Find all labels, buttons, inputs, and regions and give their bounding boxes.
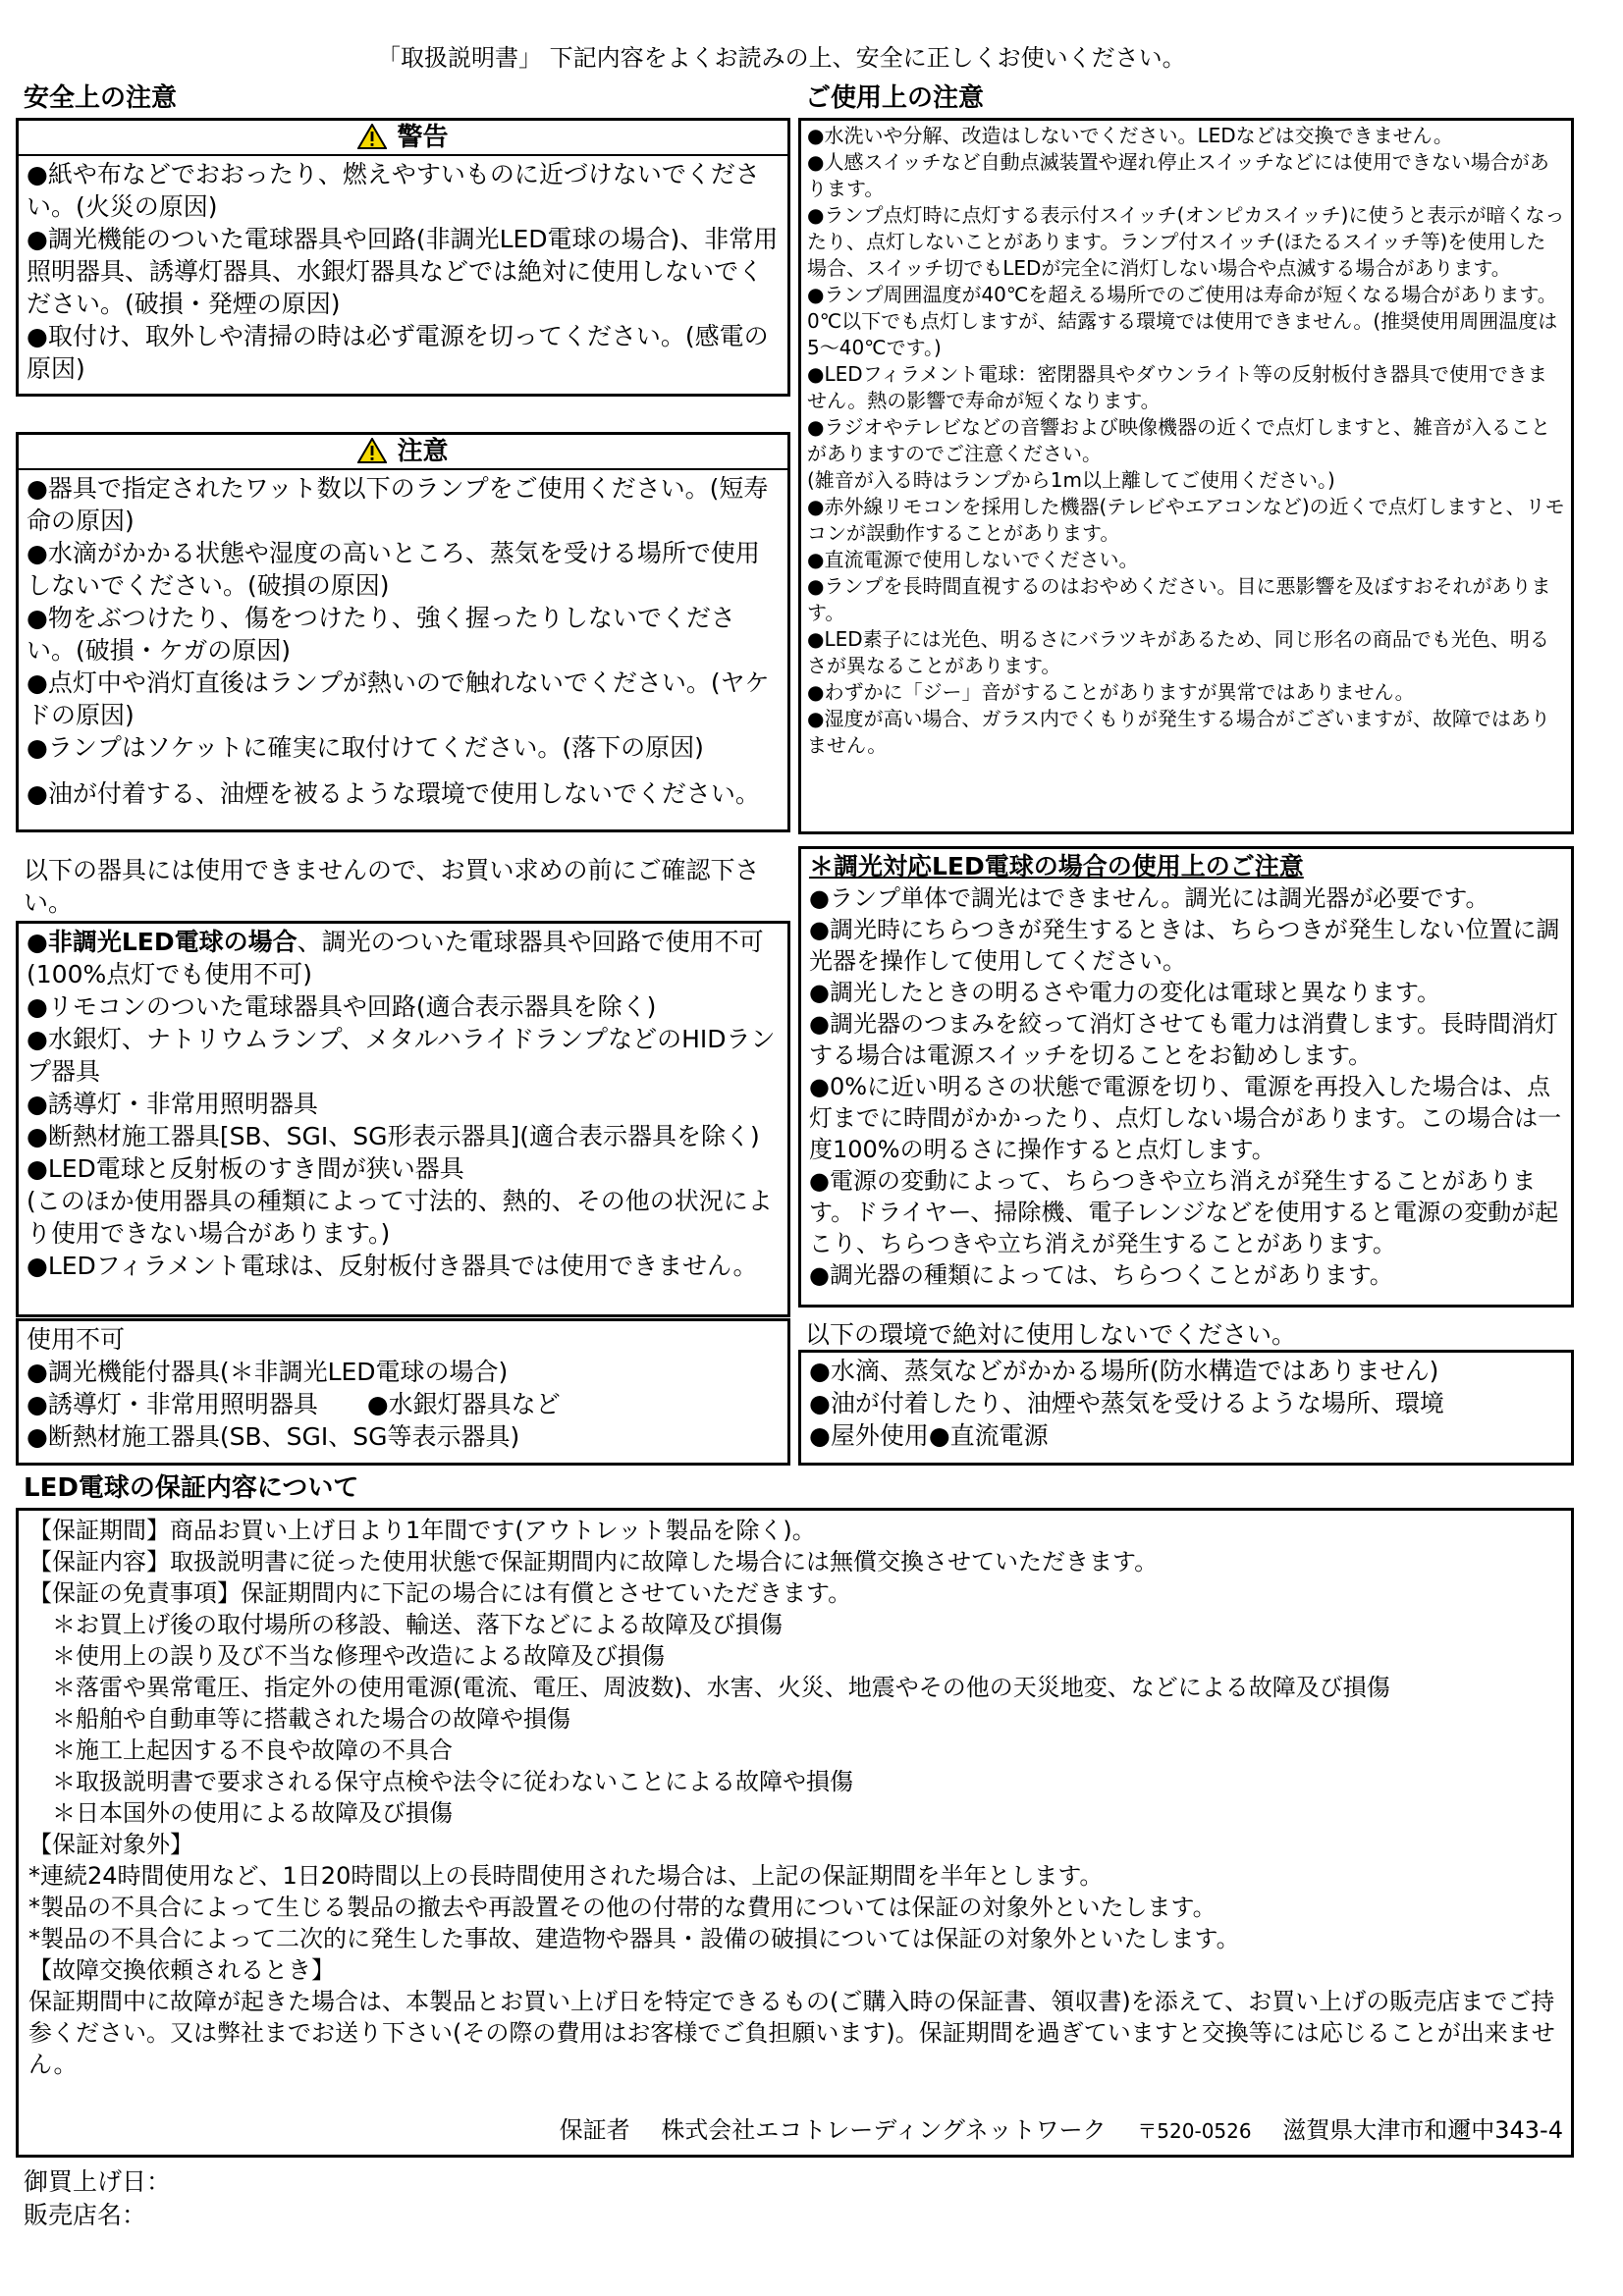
caution-item: ●油が付着する、油煙を被るような環境で使用しないでください。: [27, 779, 760, 808]
caution-item: ●点灯中や消灯直後はランプが熱いので触れないでください。(ヤケドの原因): [27, 668, 770, 729]
environment-intro: 以下の環境で絶対に使用しないでください。: [805, 1320, 1297, 1349]
usage-item: ●LED素子には光色、明るさにバラツキがあるため、同じ形名の商品でも光色、明るさが異なることがあります。: [807, 627, 1549, 677]
unusable-intro-text: 以下の器具には使用できませんので、お買い求めの前にご確認下さい。: [24, 856, 760, 917]
dimmable-title: ＊調光対応LED電球の場合の使用上のご注意: [809, 852, 1304, 881]
caution-box: [16, 432, 790, 832]
safety-section-title: 安全上の注意: [24, 83, 178, 113]
dimmable-item: ●電源の変動によって、ちらつきや立ち消えが発生することがあります。ドライヤー、掃除機、電子レンジなどを使用すると電源の変動が起こり、ちらつきや立ち消えが発生することがあります。: [809, 1167, 1559, 1257]
usage-items: [801, 121, 1571, 761]
warning-item: ●紙や布などでおおったり、燃えやすいものに近づけないでください。(火災の原因): [27, 160, 760, 221]
warranty-line: 【保証対象外】: [28, 1831, 193, 1858]
prohibited-item: ●断熱材施工器具(SB、SGI、SG等表示器具): [27, 1422, 520, 1451]
usage-item: (雑音が入る時はランプから1m以上離してご使用ください。): [807, 468, 1335, 492]
guarantor-line: [560, 2114, 1563, 2147]
warranty-content: [19, 1511, 1571, 2084]
unusable-item: ●LED電球と反射板のすき間が狭い器具: [27, 1154, 464, 1183]
warranty-line: ＊取扱説明書で要求される保守点検や法令に従わないことによる故障や損傷: [28, 1768, 853, 1795]
caution-item: ●物をぶつけたり、傷をつけたり、強く握ったりしないでください。(破損・ケガの原因): [27, 604, 735, 665]
usage-item: ●湿度が高い場合、ガラス内でくもりが発生する場合がございますが、故障ではありません。: [807, 707, 1550, 757]
unusable-item: ●断熱材施工器具[SB、SGI、SG形表示器具](適合表示器具を除く): [27, 1122, 760, 1150]
caution-items: [19, 470, 787, 812]
caution-item: ●水滴がかかる状態や湿度の高いところ、蒸気を受ける場所で使用しないでください。(破損の原因): [27, 539, 760, 600]
warranty-line: 【保証内容】取扱説明書に従った使用状態で保証期間内に故障した場合には無償交換させていただきます。: [28, 1548, 1159, 1575]
warranty-line: 【故障交換依頼されるとき】: [28, 1956, 335, 1984]
dimmable-item: ●ランプ単体で調光はできません。調光には調光器が必要です。: [809, 884, 1489, 912]
warranty-line: ＊施工上起因する不良や故障の不具合: [28, 1736, 453, 1764]
unusable-item: ●誘導灯・非常用照明器具: [27, 1090, 318, 1118]
prohibited-items: [19, 1321, 787, 1455]
guarantor-address: 滋賀県大津市和邇中343-4: [1282, 2116, 1563, 2144]
usage-item: ●ランプ点灯時に点灯する表示付スイッチ(オンピカスイッチ)に使うと表示が暗くなったり、点灯しないことがあります。ランプ付スイッチ(ほたるスイッチ等)を使用した場合、スイッチ切でもLEDが完全に消灯しない場合や点滅する場合があります。: [807, 203, 1565, 280]
warranty-line: ＊使用上の誤り及び不当な修理や改造による故障及び損傷: [28, 1642, 665, 1670]
warning-icon: [357, 124, 387, 149]
guarantor-postal: 〒520-0526: [1137, 2119, 1252, 2143]
warning-box: [16, 118, 790, 397]
environment-items: [801, 1353, 1571, 1454]
environment-item: ●屋外使用●直流電源: [809, 1421, 1049, 1450]
warranty-section-title: LED電球の保証内容について: [24, 1473, 359, 1503]
warning-icon: [357, 438, 387, 463]
unusable-item: ●水銀灯、ナトリウムランプ、メタルハライドランプなどのHIDランプ器具: [27, 1025, 776, 1086]
dimmable-item: ●調光したときの明るさや電力の変化は電球と異なります。: [809, 979, 1441, 1006]
unusable-box: [16, 921, 790, 1317]
caution-caption-bar: [19, 435, 787, 470]
warning-items: [19, 156, 787, 387]
unusable-lead-bold: ●非調光LED電球の場合: [27, 928, 298, 956]
warranty-box: [16, 1508, 1574, 2158]
purchase-date-label: 御買上げ日：: [24, 2167, 172, 2196]
warning-caption: 警告: [397, 123, 449, 152]
dimmable-item: ●0%に近い明るさの状態で電源を切り、電源を再投入した場合は、点灯までに時間がかかったり、点灯しない場合があります。この場合は一度100%の明るさに操作すると点灯します。: [809, 1073, 1562, 1163]
warranty-paragraph: 保証期間中に故障が起きた場合は、本製品とお買い上げ日を特定できるもの(ご購入時の保証書、領収書)を添えて、お買い上げの販売店までご持参ください。又は弊社までお送り下さい(その際の費用はお客様でご負担願います)。保証期間を過ぎていますと交換等には応じることが出来ません。: [28, 1988, 1555, 2078]
usage-box: [798, 118, 1574, 834]
warranty-line: ＊落雷や異常電圧、指定外の使用電源(電流、電圧、周波数)、水害、火災、地震やその他の天災地変、などによる故障及び損傷: [28, 1674, 1390, 1701]
warranty-line: 【保証期間】商品お買い上げ日より1年間です(アウトレット製品を除く)。: [28, 1517, 816, 1544]
prohibited-item: ●誘導灯・非常用照明器具 ●水銀灯器具など: [27, 1390, 561, 1418]
unusable-lead-rest: 、調光のついた電球器具や回路で使用不可(100%点灯でも使用不可): [27, 928, 764, 988]
dimmable-items: [801, 849, 1571, 1293]
dimmable-item: ●調光器のつまみを絞って消灯させても電力は消費します。長時間消灯する場合は電源スイッチを切ることをお勧めします。: [809, 1010, 1559, 1069]
warranty-line: ＊日本国外の使用による故障及び損傷: [28, 1799, 453, 1827]
dimmable-item: ●調光時にちらつきが発生するときは、ちらつきが発生しない位置に調光器を操作して使用してください。: [809, 916, 1560, 975]
warranty-line: *製品の不具合によって生じる製品の撤去や再設置その他の付帯的な費用については保証の対象外といたします。: [28, 1894, 1217, 1921]
guarantor-label: 保証者: [559, 2116, 630, 2144]
unusable-item: ●リモコンのついた電球器具や回路(適合表示器具を除く): [27, 992, 657, 1021]
warning-item: ●取付け、取外しや清掃の時は必ず電源を切ってください。(感電の原因): [27, 322, 769, 383]
warranty-line: *連続24時間使用など、1日20時間以上の長時間使用された場合は、上記の保証期間を半年とします。: [28, 1862, 1104, 1890]
store-name-label: 販売店名：: [24, 2201, 147, 2229]
unusable-lead: [27, 926, 780, 990]
usage-item: ●LEDフィラメント電球：密閉器具やダウンライト等の反射板付き器具で使用できません。熱の影響で寿命が短くなります。: [807, 362, 1547, 412]
document-title: 「取扱説明書」 下記内容をよくお読みの上、安全に正しくお使いください。: [377, 44, 1186, 72]
caution-caption: 注意: [397, 437, 449, 466]
prohibited-item: ●調光機能付器具(＊非調光LED電球の場合): [27, 1358, 509, 1386]
prohibited-box: [16, 1318, 790, 1466]
environment-item: ●油が付着したり、油煙や蒸気を受けるような場所、環境: [809, 1389, 1444, 1417]
warranty-line: 【保証の免責事項】保証期間内に下記の場合には有償とさせていただきます。: [28, 1579, 852, 1607]
usage-item: ●ラジオやテレビなどの音響および映像機器の近くで点灯しますと、雑音が入ることがありますのでご注意ください。: [807, 415, 1551, 465]
unusable-item: ●LEDフィラメント電球は、反射板付き器具では使用できません。: [27, 1252, 758, 1280]
usage-item: ●人感スイッチなど自動点滅装置や遅れ停止スイッチなどには使用できない場合があります。: [807, 150, 1549, 200]
warning-item: ●調光機能のついた電球器具や回路(非調光LED電球の場合)、非常用照明器具、誘導灯器具、水銀灯器具などでは絶対に使用しないでください。(破損・発煙の原因): [27, 225, 779, 318]
usage-item: ●ランプ周囲温度が40℃を超える場所でのご使用は寿命が短くなる場合があります。0℃以下でも点灯しますが、結露する環境では使用できません。(推奨使用周囲温度は5～40℃です。): [807, 283, 1558, 359]
environment-item: ●水滴、蒸気などがかかる場所(防水構造ではありません): [809, 1357, 1439, 1385]
environment-box: [798, 1350, 1574, 1466]
unusable-items: [19, 924, 787, 1284]
usage-item: ●ランプを長時間直視するのはおやめください。目に悪影響を及ぼすおそれがあります。: [807, 574, 1551, 624]
usage-item: ●赤外線リモコンを採用した機器(テレビやエアコンなど)の近くで点灯しますと、リモコンが誤動作することがあります。: [807, 495, 1565, 545]
unusable-item: (このほか使用器具の種類によって寸法的、熱的、その他の状況により使用できない場合があります。): [27, 1187, 773, 1248]
usage-item: ●直流電源で使用しないでください。: [807, 548, 1139, 571]
prohibited-title: 使用不可: [27, 1325, 126, 1354]
usage-item: ●水洗いや分解、改造はしないでください。LEDなどは交換できません。: [807, 124, 1453, 147]
warning-caption-bar: [19, 121, 787, 156]
usage-item: ●わずかに「ジー」音がすることがありますが異常ではありません。: [807, 680, 1415, 704]
warranty-line: *製品の不具合によって二次的に発生した事故、建造物や器具・設備の破損については保証の対象外といたします。: [28, 1925, 1240, 1952]
usage-section-title: ご使用上の注意: [805, 83, 985, 113]
dimmable-box: [798, 846, 1574, 1308]
caution-item: ●ランプはソケットに確実に取付けてください。(落下の原因): [27, 733, 704, 762]
warranty-line: ＊船舶や自動車等に搭載された場合の故障や損傷: [28, 1705, 570, 1733]
warranty-line: ＊お買上げ後の取付場所の移設、輸送、落下などによる故障及び損傷: [28, 1611, 783, 1638]
guarantor-company: 株式会社エコトレーディングネットワーク: [661, 2116, 1107, 2144]
unusable-intro: [24, 854, 784, 919]
caution-item: ●器具で指定されたワット数以下のランプをご使用ください。(短寿命の原因): [27, 474, 769, 535]
dimmable-item: ●調光器の種類によっては、ちらつくことがあります。: [809, 1261, 1393, 1289]
